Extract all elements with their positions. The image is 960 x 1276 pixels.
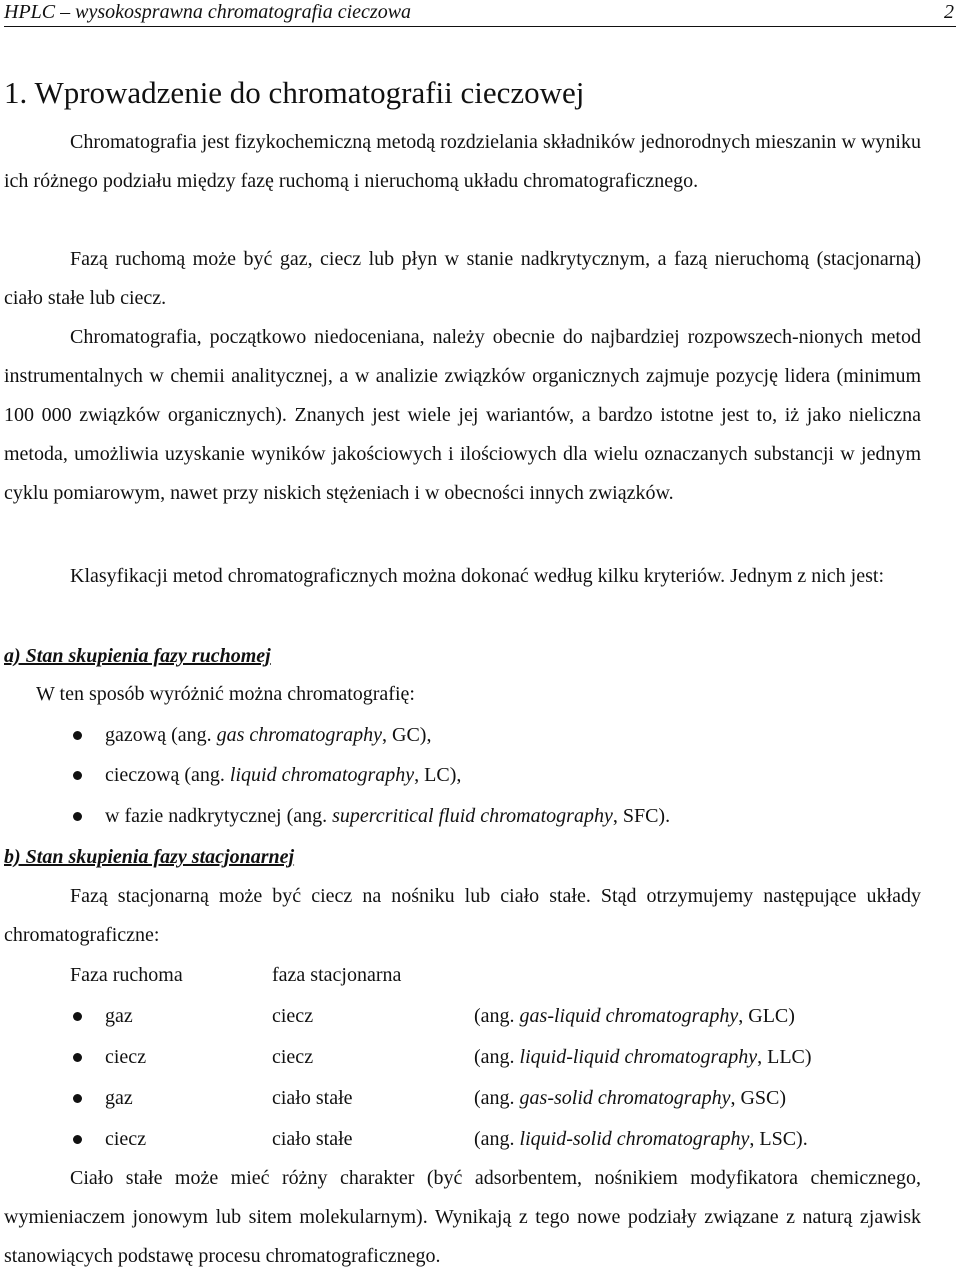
page-header <box>4 0 956 27</box>
row-mobile: gaz <box>105 1005 133 1027</box>
bullet-icon <box>73 771 82 780</box>
list-item-sfc: w fazie nadkrytycznej (ang. supercritical fluid chromatography, SFC). <box>105 805 671 827</box>
paragraph-history: Chromatografia, początkowo niedoceniana, należy obecnie do najbardziej rozpowszech-nionych metod instrumentalnych w chemii analitycznej, a w analizie związków organicznych zajmuje pozycję lidera (minimum 100 000 związków organicznych). Znanych jest wiele jej wariantów, a bardzo istotne jest to, iż jako nieliczna metoda, umożliwia uzyskanie wyników jakościowych i ilościowych dla wielu oznaczanych substancji w jednym cyklu pomiarowym, nawet przy niskich stężeniach i w obecności innych związków. <box>4 326 921 504</box>
header-title: HPLC – wysokosprawna chromatografia cieczowa <box>4 1 412 23</box>
row-english-name: (ang. gas-liquid chromatography, GLC) <box>474 1005 795 1027</box>
paragraph-definition: Chromatografia jest fizykochemiczną metodą rozdzielania składników jednorodnych mieszanin w wyniku ich różnego podziału między fazę ruchomą i nieruchomą układu chromatograficznego. <box>4 131 921 192</box>
row-stationary: ciało stałe <box>272 1128 353 1150</box>
row-stationary: ciecz <box>272 1005 314 1027</box>
bullet-icon <box>73 812 82 821</box>
bullet-icon <box>73 1094 82 1103</box>
row-mobile: ciecz <box>105 1128 147 1150</box>
row-stationary: ciecz <box>272 1046 314 1068</box>
bullet-icon <box>73 1053 82 1062</box>
paragraph-classification: Klasyfikacji metod chromatograficznych można dokonać według kilku kryteriów. Jednym z nich jest: <box>70 565 885 587</box>
subheading-mobile-phase: a) Stan skupienia fazy ruchomej <box>4 645 271 667</box>
subheading-stationary-phase: b) Stan skupienia fazy stacjonarnej <box>4 846 295 868</box>
row-english-name: (ang. liquid-solid chromatography, LSC). <box>474 1128 808 1150</box>
table-header-mobile: Faza ruchoma <box>70 964 183 986</box>
paragraph-closing: Ciało stałe może mieć różny charakter (być adsorbentem, nośnikiem modyfikatora chemicznego, wymieniaczem jonowym lub sitem molekularnym). Wynikają z tego nowe podziały związane z naturą zjawisk stanowiących podstawę procesu chromatograficznego. <box>4 1167 921 1267</box>
table-header-stationary: faza stacjonarna <box>272 964 402 986</box>
row-english-name: (ang. liquid-liquid chromatography, LLC) <box>474 1046 812 1068</box>
bullet-icon <box>73 731 82 740</box>
page-number: 2 <box>944 1 954 23</box>
list-item-lc: cieczową (ang. liquid chromatography, LC), <box>105 764 462 786</box>
row-english-name: (ang. gas-solid chromatography, GSC) <box>474 1087 787 1109</box>
list-item-gc: gazową (ang. gas chromatography, GC), <box>105 724 432 746</box>
section-a-lead: W ten sposób wyróżnić można chromatografię: <box>36 683 415 705</box>
bullet-icon <box>73 1012 82 1021</box>
row-mobile: ciecz <box>105 1046 147 1068</box>
row-mobile: gaz <box>105 1087 133 1109</box>
section-b-lead: Fazą stacjonarną może być ciecz na nośniku lub ciało stałe. Stąd otrzymujemy następujące układy chromatograficzne: <box>4 885 921 946</box>
bullet-icon <box>73 1135 82 1144</box>
section-heading: 1. Wprowadzenie do chromatografii cieczowej <box>4 75 585 110</box>
row-stationary: ciało stałe <box>272 1087 353 1109</box>
paragraph-phases: Fazą ruchomą może być gaz, ciecz lub płyn w stanie nadkrytycznym, a fazą nieruchomą (stacjonarną) ciało stałe lub ciecz. <box>4 248 921 309</box>
